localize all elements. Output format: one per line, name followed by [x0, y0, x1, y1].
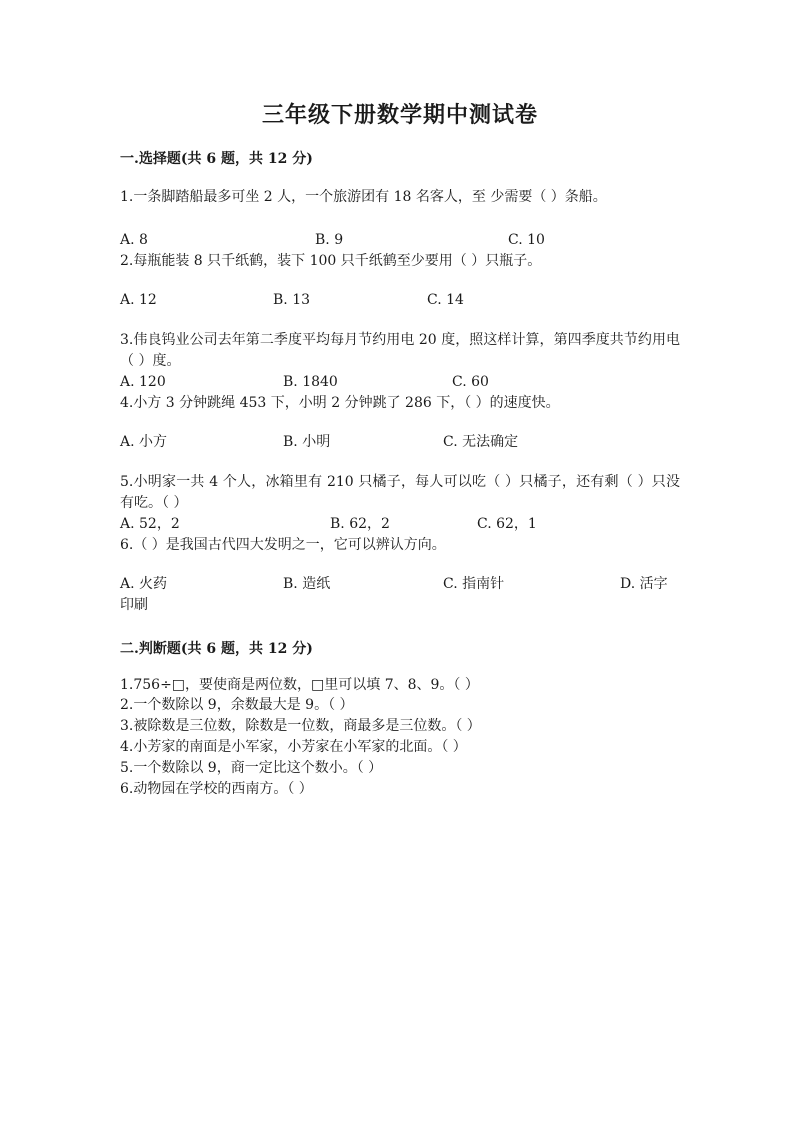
question-1-option-c: C. 10 — [508, 232, 545, 248]
question-5-option-c: C. 62，1 — [477, 516, 537, 532]
question-3-option-c: C. 60 — [452, 374, 489, 390]
question-5-text: 5.小明家一共 4 个人，冰箱里有 210 只橘子，每人可以吃（ ）只橘子，还有剩（ ）只没有吃。（ ） — [120, 474, 680, 511]
page-title: 三年级下册数学期中测试卷 — [261, 102, 538, 128]
question-4-option-c: C. 无法确定 — [443, 434, 519, 450]
judgement-item-5: 5.一个数除以 9，商一定比这个数小。（ ） — [120, 760, 383, 776]
section-heading-judgement: 二.判断题(共 6 题，共 12 分) — [120, 641, 313, 657]
question-2-option-c: C. 14 — [427, 292, 464, 308]
section-heading-choice: 一.选择题(共 6 题，共 12 分) — [120, 151, 313, 167]
judgement-item-1: 1.756÷□，要使商是两位数，□里可以填 7、8、9。（ ） — [120, 677, 479, 693]
question-1-option-b: B. 9 — [315, 232, 344, 248]
question-6-option-a: A. 火药 — [120, 576, 168, 592]
question-5-option-a: A. 52，2 — [120, 516, 180, 532]
question-3-option-a: A. 120 — [120, 374, 166, 390]
question-1-option-a: A. 8 — [120, 232, 148, 248]
question-1-text: 1.一条脚踏船最多可坐 2 人，一个旅游团有 18 名客人，至 少需要（ ）条船。 — [120, 189, 607, 205]
question-6-option-d: D. 活字印刷 — [120, 576, 668, 613]
question-5-option-b: B. 62，2 — [330, 516, 390, 532]
question-4-text: 4.小方 3 分钟跳绳 453 下，小明 2 分钟跳了 286 下，（ ）的速度快。 — [120, 395, 560, 411]
question-2-option-a: A. 12 — [120, 292, 157, 308]
judgement-item-4: 4.小芳家的南面是小军家，小芳家在小军家的北面。（ ） — [120, 739, 467, 755]
question-6-option-b: B. 造纸 — [283, 576, 331, 592]
question-2-option-b: B. 13 — [273, 292, 311, 308]
judgement-item-6: 6.动物园在学校的西南方。（ ） — [120, 781, 313, 797]
question-6-text: 6.（ ）是我国古代四大发明之一，它可以辨认方向。 — [120, 537, 446, 553]
judgement-item-2: 2.一个数除以 9，余数最大是 9。（ ） — [120, 697, 354, 713]
question-6-option-c: C. 指南针 — [443, 576, 505, 592]
judgement-item-3: 3.被除数是三位数，除数是一位数，商最多是三位数。（ ） — [120, 718, 481, 734]
question-4-option-b: B. 小明 — [283, 434, 331, 450]
question-3-option-b: B. 1840 — [283, 374, 338, 390]
question-2-text: 2.每瓶能装 8 只千纸鹤，装下 100 只千纸鹤至少要用（ ）只瓶子。 — [120, 253, 542, 269]
question-4-option-a: A. 小方 — [120, 434, 168, 450]
question-3-text: 3.伟良钨业公司去年第二季度平均每月节约用电 20 度，照这样计算，第四季度共节约用电（ ）度。 — [120, 332, 680, 369]
